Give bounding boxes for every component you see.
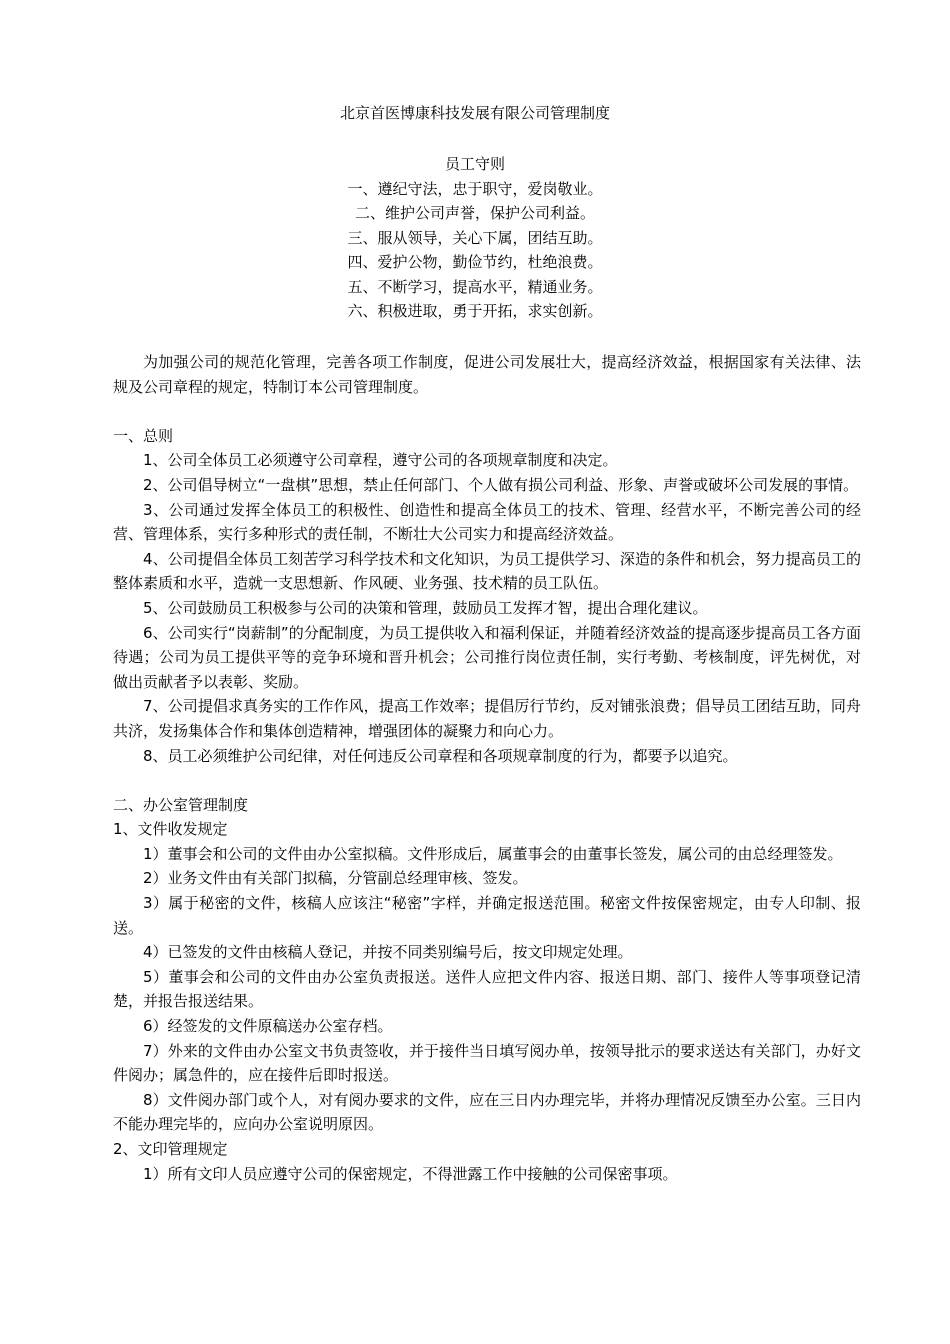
document-title: 北京首医博康科技发展有限公司管理制度 <box>339 104 610 122</box>
clause-paragraph: 3、公司通过发挥全体员工的积极性、创造性和提高全体员工的技术、管理、经营水平，不断完善公司的经营、管理体系，实行多种形式的责任制，不断壮大公司实力和提高经济效益。 <box>113 500 861 544</box>
clause-paragraph: 4、公司提倡全体员工刻苦学习科学技术和文化知识，为员工提供学习、深造的条件和机会，努力提高员工的整体素质和水平，造就一支思想新、作风硬、业务强、技术精的员工队伍。 <box>113 549 861 593</box>
clause-paragraph: 6）经签发的文件原稿送办公室存档。 <box>143 1017 393 1036</box>
employee-code-item: 六、积极进取，勇于开拓，求实创新。 <box>347 302 603 320</box>
clause-paragraph: 8）文件阅办部门或个人，对有阅办要求的文件，应在三日内办理完毕，并将办理情况反馈至办公室。三日内不能办理完毕的，应向办公室说明原因。 <box>113 1090 861 1134</box>
employee-code-item: 一、遵纪守法，忠于职守，爱岗敬业。 <box>347 179 603 198</box>
employee-code-item: 五、不断学习，提高水平，精通业务。 <box>347 277 603 296</box>
document-body <box>113 350 861 1186</box>
employee-code <box>0 152 950 324</box>
clause-paragraph: 2、公司倡导树立“一盘棋”思想，禁止任何部门、个人做有损公司利益、形象、声誉或破坏公司发展的事情。 <box>143 475 859 494</box>
clause-paragraph: 1、公司全体员工必须遵守公司章程，遵守公司的各项规章制度和决定。 <box>143 451 618 470</box>
clause-paragraph: 7、公司提倡求真务实的工作作风，提高工作效率；提倡厉行节约，反对铺张浪费；倡导员工团结互助，同舟共济，发扬集体合作和集体创造精神，增强团体的凝聚力和向心力。 <box>113 697 861 740</box>
clause-paragraph: 1）董事会和公司的文件由办公室拟稿。文件形成后，属董事会的由董事长签发，属公司的由总经理签发。 <box>143 844 843 863</box>
section-heading-office: 二、办公室管理制度 <box>113 795 249 814</box>
clause-paragraph: 2）业务文件由有关部门拟稿，分管副总经理审核、签发。 <box>143 869 528 888</box>
clause-paragraph: 4）已签发的文件由核稿人登记，并按不同类别编号后，按文印规定处理。 <box>143 943 633 962</box>
clause-paragraph: 6、公司实行“岗薪制”的分配制度，为员工提供收入和福利保证，并随着经济效益的提高逐步提高员工各方面待遇；公司为员工提供平等的竞争环境和晋升机会；公司推行岗位责任制，实行考勤、考核制度，评先树优，对做出贡献者予以表彰、奖励。 <box>113 623 861 691</box>
employee-code-item: 三、服从领导，关心下属，团结互助。 <box>347 228 603 247</box>
clause-paragraph: 5）董事会和公司的文件由办公室负责报送。送件人应把文件内容、报送日期、部门、接件人等事项登记清楚，并报告报送结果。 <box>113 967 861 1011</box>
employee-code-item: 四、爱护公物，勤俭节约，杜绝浪费。 <box>347 253 603 271</box>
employee-code-item: 二、维护公司声誉，保护公司利益。 <box>354 204 595 222</box>
clause-paragraph: 5、公司鼓励员工积极参与公司的决策和管理，鼓励员工发挥才智，提出合理化建议。 <box>143 598 708 617</box>
clause-paragraph: 7）外来的文件由办公室文书负责签收，并于接件当日填写阅办单，按领导批示的要求送达有关部门，办好文件阅办；属急件的，应在接件后即时报送。 <box>113 1041 861 1085</box>
section-heading-general: 一、总则 <box>113 426 174 445</box>
clause-paragraph: 8、员工必须维护公司纪律，对任何违反公司章程和各项规章制度的行为，都要予以追究。 <box>143 746 738 765</box>
clause-paragraph: 1）所有文印人员应遵守公司的保密规定，不得泄露工作中接触的公司保密事项。 <box>143 1164 678 1183</box>
subsection-heading-documents: 1、文件收发规定 <box>113 820 228 839</box>
subsection-heading-printing: 2、文印管理规定 <box>113 1140 228 1158</box>
intro-paragraph: 为加强公司的规范化管理，完善各项工作制度，促进公司发展壮大，提高经济效益，根据国家有关法律、法规及公司章程的规定，特制订本公司管理制度。 <box>113 353 861 396</box>
clause-paragraph: 3）属于秘密的文件，核稿人应该注“秘密”字样，并确定报送范围。秘密文件按保密规定，由专人印制、报送。 <box>113 894 861 937</box>
employee-code-title: 员工守则 <box>444 155 505 173</box>
